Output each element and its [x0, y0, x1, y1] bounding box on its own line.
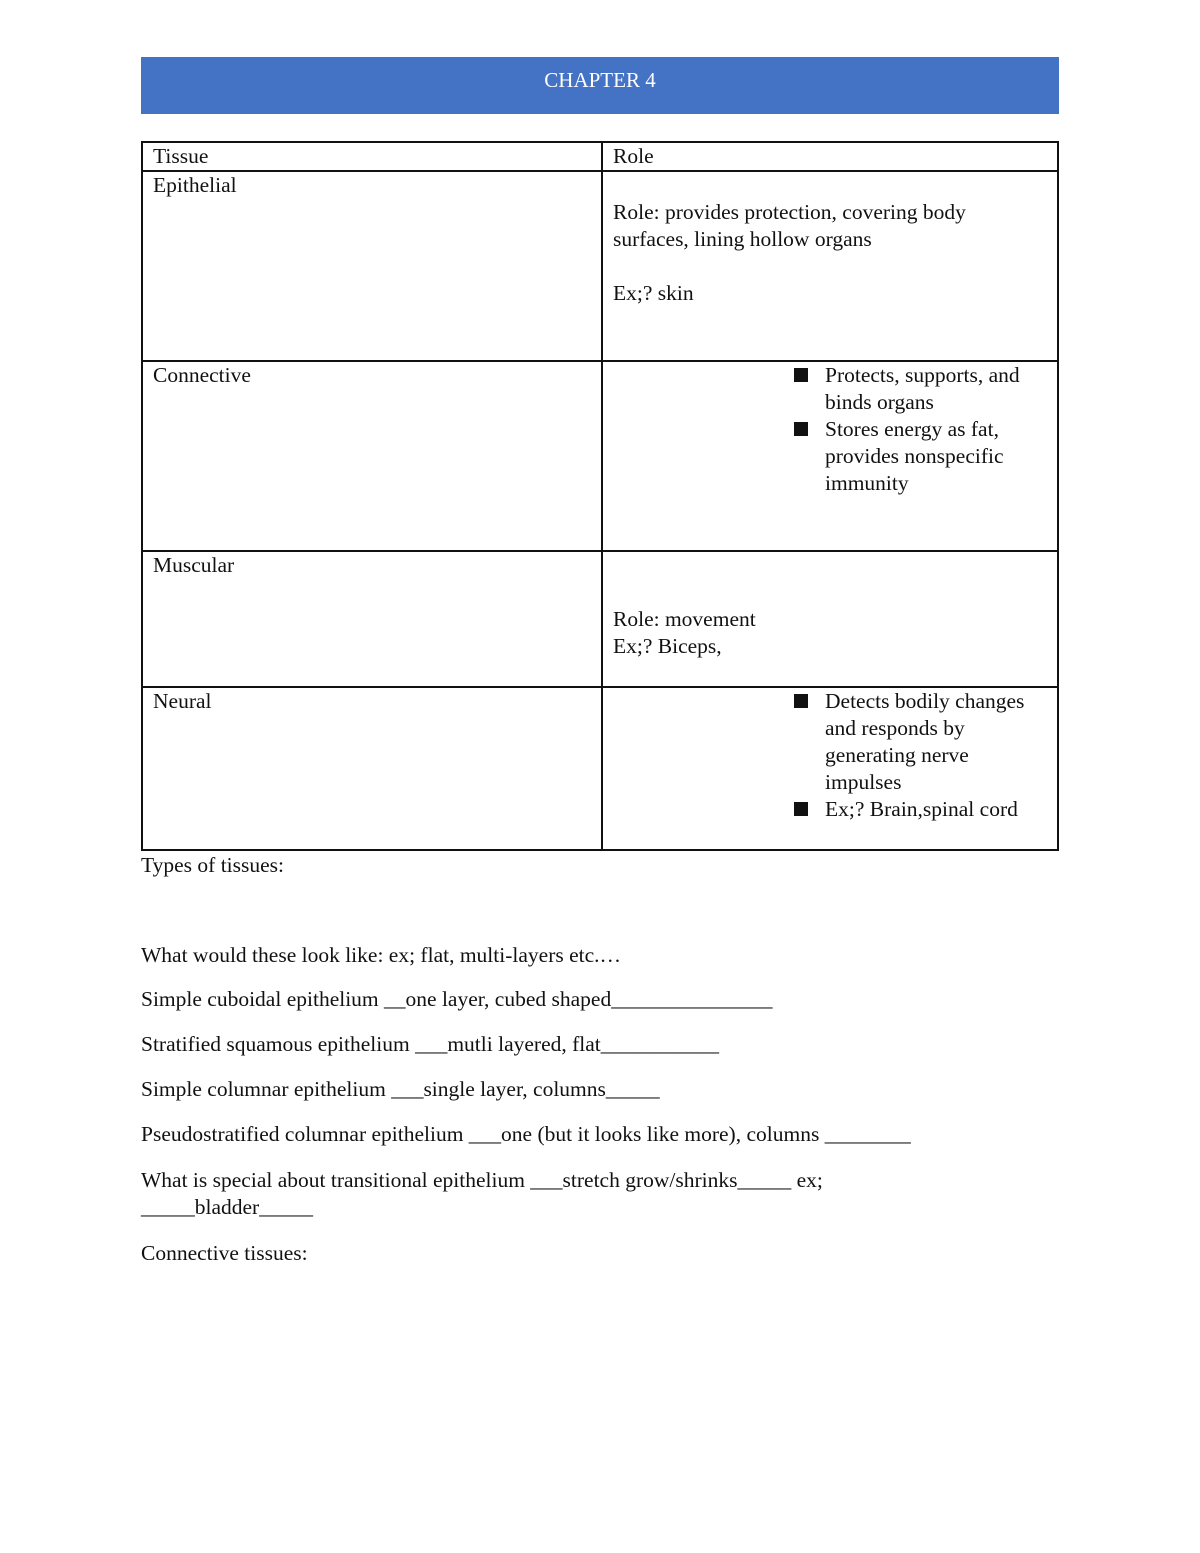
table-row: [142, 361, 1058, 551]
list-item: What is special about transitional epithelium ___stretch grow/shrinks_____ ex; _____bladder_____: [141, 1168, 823, 1219]
bullet-text: Stores energy as fat, provides nonspecific immunity: [825, 417, 1004, 495]
section-heading: Types of tissues:: [141, 853, 285, 877]
table-row: [142, 687, 1058, 850]
tissue-cell: Muscular: [142, 551, 602, 687]
tissue-cell: Epithelial: [142, 171, 602, 361]
list-item: Stratified squamous epithelium ___mutli layered, flat___________: [141, 1032, 720, 1056]
role-cell: [602, 361, 1058, 551]
tissue-role-table: [141, 141, 1059, 851]
chapter-banner: [141, 57, 1059, 114]
role-bullet-list: [613, 688, 1047, 823]
tissue-cell: Connective: [142, 361, 602, 551]
role-text: Role: provides protection, covering body surfaces, lining hollow organs: [613, 200, 966, 251]
question-block: [141, 942, 1059, 969]
role-example: Ex;? Biceps,: [613, 634, 722, 658]
bullet-text: Detects bodily changes and responds by generating nerve impulses: [825, 689, 1025, 794]
types-of-tissues-heading: [141, 852, 1059, 879]
table-row: [142, 171, 1058, 361]
table-row: [142, 551, 1058, 687]
table-header-row: [142, 142, 1058, 171]
list-item: Pseudostratified columnar epithelium ___one (but it looks like more), columns ________: [141, 1122, 911, 1146]
role-bullet-list: [613, 362, 1047, 497]
list-item: [791, 362, 1047, 416]
question-intro: What would these look like: ex; flat, multi-layers etc.…: [141, 943, 622, 967]
list-item: Simple cuboidal epithelium __one layer, cubed shaped_______________: [141, 987, 773, 1011]
role-example: Ex;? skin: [613, 281, 694, 305]
square-bullet-icon: [794, 368, 808, 382]
role-cell: [602, 171, 1058, 361]
list-item: [791, 416, 1047, 497]
question-item: [141, 1031, 1059, 1058]
tissue-cell: Neural: [142, 687, 602, 850]
role-cell: [602, 551, 1058, 687]
role-text: Role: movement: [613, 607, 756, 631]
bullet-text: Ex;? Brain,spinal cord: [825, 797, 1018, 821]
question-item: [141, 986, 1059, 1013]
column-header-tissue: Tissue: [142, 142, 602, 171]
section-heading: Connective tissues:: [141, 1241, 308, 1265]
role-cell: [602, 687, 1058, 850]
list-item: [791, 688, 1047, 796]
list-item: [791, 796, 1047, 823]
question-item: [141, 1121, 1059, 1148]
bullet-text: Protects, supports, and binds organs: [825, 363, 1020, 414]
square-bullet-icon: [794, 694, 808, 708]
square-bullet-icon: [794, 802, 808, 816]
question-item: [141, 1167, 901, 1221]
question-item: [141, 1076, 1059, 1103]
list-item: Simple columnar epithelium ___single layer, columns_____: [141, 1077, 660, 1101]
square-bullet-icon: [794, 422, 808, 436]
column-header-role: Role: [602, 142, 1058, 171]
chapter-title: CHAPTER 4: [544, 68, 656, 92]
connective-tissues-heading: [141, 1240, 1059, 1267]
